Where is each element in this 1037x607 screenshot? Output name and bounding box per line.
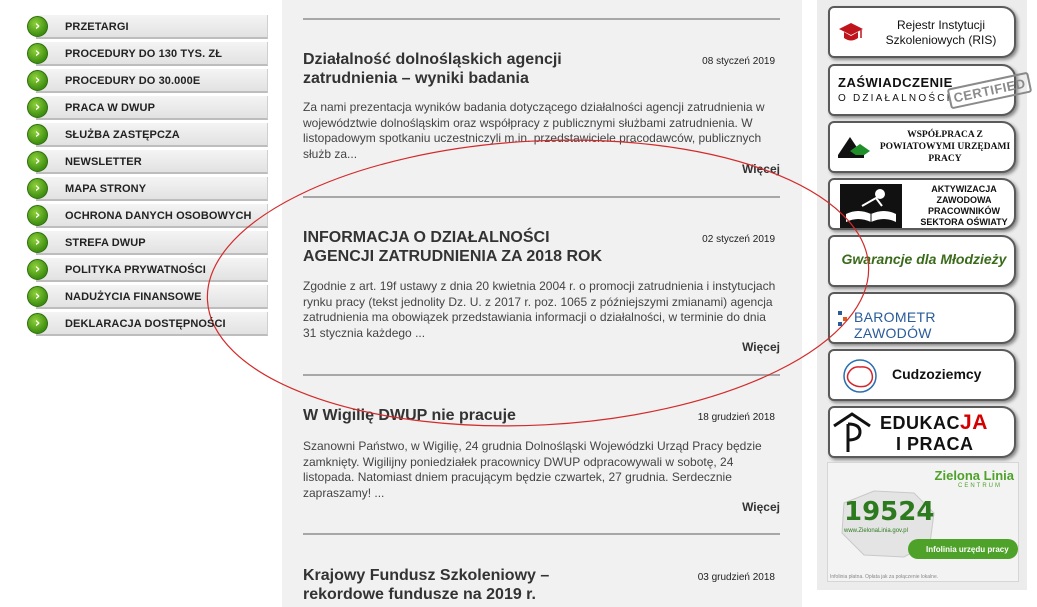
chevron-right-icon: › (27, 70, 48, 91)
news-excerpt: Za nami prezentacja wyników badania dotyczącego działalności agencji zatrudnienia w województwie dolnośląskim oraz współpracy z publicznymi służbami zatrudnienia. W listopadowym spotkaniu uczestniczyli m.in. przedstawiciele pracodawców, publicznych służb za... (303, 100, 765, 161)
sidebar-item-mapa-strony[interactable] (26, 175, 268, 202)
banner-pup-line3: PRACY (928, 154, 962, 164)
banner-edukacja-line1b: JA (960, 411, 988, 434)
chevron-right-icon: › (27, 151, 48, 172)
news-item (303, 50, 780, 180)
chevron-right-icon: › (27, 259, 48, 280)
chevron-right-icon: › (27, 178, 48, 199)
banner-oswiata-line4: SEKTORA OŚWIATY (920, 217, 1008, 227)
banner-zielona-linia[interactable] (827, 462, 1019, 582)
banner-cert-line2: O DZIAŁALNOŚCI (838, 93, 952, 104)
news-date: 18 grudzień 2018 (697, 412, 775, 423)
divider (303, 374, 780, 376)
chevron-right-icon: › (27, 286, 48, 307)
sidebar-item-praca-w-dwup[interactable] (26, 94, 268, 121)
sidebar-item-newsletter[interactable] (26, 148, 268, 175)
poland-map-icon (840, 358, 880, 394)
banner-ris-line1: Rejestr Instytucji (896, 18, 986, 32)
banner-edukacja-i-praca[interactable] (828, 406, 1016, 458)
sidebar-item-label: NADUŻYCIA FINANSOWE (65, 290, 202, 303)
sidebar-item-label: STREFA DWUP (65, 236, 146, 249)
news-title-link[interactable]: W Wigilię DWUP nie pracuje (303, 407, 516, 424)
news-title-link[interactable]: INFORMACJA O DZIAŁALNOŚCI AGENCJI ZATRUDNIENIA ZA 2018 ROK (303, 229, 602, 265)
banner-oswiata-line3: PRACOWNIKÓW (928, 206, 1000, 216)
banner-oswiata-line2: ZAWODOWA (936, 195, 992, 205)
chevron-right-icon: › (27, 97, 48, 118)
sidebar-item-naduzycia-finansowe[interactable] (26, 283, 268, 310)
banner-barometr-zawodow[interactable] (828, 292, 1016, 344)
news-list (282, 0, 802, 607)
banner-zaswiadczenie[interactable] (828, 64, 1027, 116)
sidebar-item-label: SŁUŻBA ZASTĘPCZA (65, 128, 180, 141)
banner-barometr-label: BAROMETR ZAWODÓW (854, 309, 936, 341)
sidebar-item-polityka-prywatnosci[interactable] (26, 256, 268, 283)
chevron-right-icon: › (27, 205, 48, 226)
sidebar-item-label: PROCEDURY DO 30.000E (65, 74, 201, 87)
news-excerpt: Zgodnie z art. 19f ustawy z dnia 20 kwietnia 2004 r. o promocji zatrudnienia i instytucjach rynku pracy (tekst jednolity Dz. U. z 2017 r. poz. 1065 z późniejszymi zmianami) agencja zatrudnienia ma obowiązek przedstawiania informacji o działalności, w terminie do dnia 31 stycznia każdego ... (303, 279, 776, 340)
chevron-right-icon: › (27, 313, 48, 334)
news-title-link[interactable]: Działalność dolnośląskich agencji zatrudnienia – wyniki badania (303, 51, 562, 87)
certified-stamp: CERTIFIED (947, 72, 1033, 110)
banner-gwarancje-label: Gwarancje dla Młodzieży (841, 251, 1007, 267)
news-date: 08 styczeń 2019 (702, 56, 775, 67)
banner-cudzoziemcy[interactable] (828, 349, 1016, 401)
edukacja-logo-icon (832, 410, 872, 456)
news-item (303, 566, 780, 607)
chevron-right-icon: › (27, 16, 48, 37)
news-date: 02 styczeń 2019 (702, 234, 775, 245)
banner-cudzoziemcy-label: Cudzoziemcy (892, 366, 982, 382)
zielona-www: www.ZielonaLinia.gov.pl (844, 528, 908, 534)
banner-pup-line1: WSPÓŁPRACA Z (907, 130, 983, 140)
zielona-brand: Zielona Linia (934, 468, 1014, 483)
graduation-cap-icon (838, 22, 864, 44)
banner-cert-line1: ZAŚWIADCZENIE (838, 75, 953, 90)
news-excerpt: Szanowni Państwo, w Wigilię, 24 grudnia Dolnośląski Wojewódzki Urząd Pracy będzie zamknięty. Wigilijny poniedziałek pracownicy DWUP odpracowywali w sobotę, 24 listopada. Natomiast dniem pracującym będzie czwartek, 27 grudnia. Serdecznie zapraszamy! ... (303, 439, 762, 500)
sidebar-item-label: OCHRONA DANYCH OSOBOWYCH (65, 209, 252, 222)
open-book-icon (840, 184, 902, 228)
sidebar-item-label: POLITYKA PRYWATNOŚCI (65, 263, 206, 276)
sidebar-item-label: NEWSLETTER (65, 155, 142, 168)
more-link[interactable]: Więcej (742, 162, 780, 176)
banner-edukacja-line1a: EDUKAC (880, 413, 961, 433)
banner-ris[interactable] (828, 6, 1016, 58)
chevron-right-icon: › (27, 232, 48, 253)
sidebar-item-deklaracja-dostepnosci[interactable] (26, 310, 268, 337)
zielona-number: 19524 (844, 497, 935, 527)
sidebar-item-label: PROCEDURY DO 130 TYS. ZŁ (65, 47, 223, 60)
news-item (303, 406, 780, 536)
sidebar-item-ochrona-danych[interactable] (26, 202, 268, 229)
banner-wspolpraca-pup[interactable] (828, 121, 1016, 173)
chevron-right-icon: › (27, 124, 48, 145)
sidebar-item-label: PRZETARGI (65, 20, 129, 33)
sidebar-item-label: MAPA STRONY (65, 182, 147, 195)
zielona-fine: Infolinia płatna. Opłata jak za połączenie lokalne. (830, 574, 939, 580)
news-date: 03 grudzień 2018 (697, 572, 775, 583)
banner-edukacja-line2: I PRACA (896, 434, 974, 454)
zielona-info: Infolinia urzędu pracy (908, 539, 1018, 559)
banner-gwarancje-dla-mlodziezy[interactable] (828, 235, 1016, 287)
more-link[interactable]: Więcej (742, 340, 780, 354)
mountain-flag-icon (836, 131, 876, 165)
barometr-logo-icon (838, 311, 852, 327)
sidebar-item-label: PRACA W DWUP (65, 101, 156, 114)
news-title-link[interactable]: Krajowy Fundusz Szkoleniowy – rekordowe fundusze na 2019 r. (303, 567, 550, 603)
sidebar-item-label: DEKLARACJA DOSTĘPNOŚCI (65, 317, 226, 330)
sidebar-item-sluzba-zastepcza[interactable] (26, 121, 268, 148)
banner-ris-line2: Szkoleniowych (RIS) (885, 33, 997, 47)
banner-column (817, 0, 1027, 590)
sidebar-item-procedury-30000[interactable] (26, 67, 268, 94)
zielona-sub: CENTRUM (958, 483, 1002, 489)
sidebar-menu (26, 13, 268, 337)
news-item (303, 228, 780, 358)
sidebar-item-przetargi[interactable] (26, 13, 268, 40)
divider (303, 18, 780, 20)
divider (303, 533, 780, 535)
banner-oswiata-line1: AKTYWIZACJA (931, 184, 997, 194)
banner-aktywizacja-oswiaty[interactable] (828, 178, 1016, 230)
banner-pup-line2: POWIATOWYMI URZĘDAMI (879, 142, 1011, 152)
sidebar-item-strefa-dwup[interactable] (26, 229, 268, 256)
sidebar-item-procedury-130[interactable] (26, 40, 268, 67)
more-link[interactable]: Więcej (742, 500, 780, 514)
chevron-right-icon: › (27, 43, 48, 64)
divider (303, 196, 780, 198)
